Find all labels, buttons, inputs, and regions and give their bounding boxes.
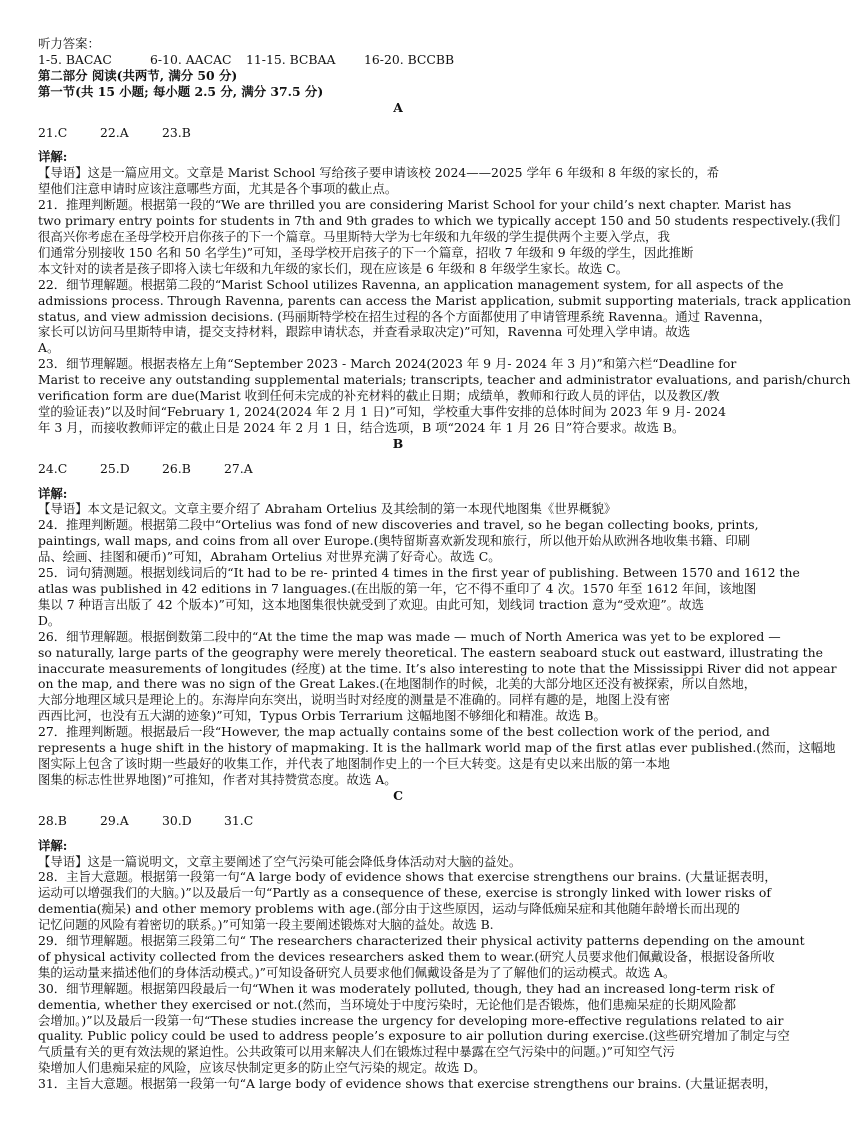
spacer — [38, 829, 758, 838]
explanation-line: 31．主旨大意题。根据第一段第一句“A large body of evidence shows that exercise strengthens our brains. (大量证据表明， — [38, 1076, 777, 1092]
answer-key: 30.D — [162, 812, 192, 828]
answer-key: 28.B — [38, 812, 67, 828]
answer-key: 31.C — [224, 812, 254, 828]
passage-letter: C — [393, 787, 403, 803]
explanation-line: 29．细节理解题。根据第三段第二句“ The researchers characterized their physical activity patterns depending on the amount — [38, 933, 805, 949]
explanation-line: 记忆问题的风险有着密切的联系。)”可知第一段主要阐述锻炼对大脑的益处。故选 B. — [38, 917, 494, 933]
explanation-line: 会增加。)”以及最后一段第一句“These studies increase the urgency for developing more-effective regulations related to air — [38, 1012, 784, 1028]
explanation-line: A。 — [38, 340, 60, 356]
passages — [38, 99, 851, 1092]
explanation-line: 28．主旨大意题。根据第一段第一句“A large body of evidence shows that exercise strengthens our brains. (大量证据表明， — [38, 869, 777, 885]
explanation-line: 集的运动量来描述他们的身体活动模式。)”可知设备研究人员要求他们佩戴设备是为了了解他们的运动模式。故选 A。 — [38, 964, 676, 980]
explanation-line: 30．细节理解题。根据第四段最后一句“When it was moderately polluted, though, they had an increased long-term risk of — [38, 980, 775, 996]
listening-answer-1-5: 1-5. BACAC — [38, 51, 112, 67]
explanation-line: 图实际上包含了该时期一些最好的收集工作，并代表了地图制作史上的一个巨大转变。这是有史以来出版的第一本地 — [38, 755, 670, 771]
explanation-line: 【导语】这是一篇说明文，文章主要阐述了空气污染可能会降低身体活动对大脑的益处。 — [38, 853, 522, 869]
explanation-line: 染增加人们患痴呆症的风险，应该尽快制定更多的防止空气污染的规定。故选 D。 — [38, 1060, 486, 1076]
explanation-line: dementia, whether they exercised or not.(然而，当环境处于中度污染时，无论他们是否锻炼，他们患痴呆症的长期风险都 — [38, 996, 737, 1012]
explanation-line: D。 — [38, 612, 61, 628]
explanation-line: atlas was published in 42 editions in 7 languages.(在出版的第一年，它不得不重印了 4 次。1570 年至 1612 年间，该地图 — [38, 581, 757, 596]
listening-answer-6-10: 6-10. AACAC — [150, 51, 232, 67]
explanation-line: 图集的标志性世界地图)”可推知，作者对其持赞赏态度。故选 A。 — [38, 771, 397, 787]
passage-answers — [38, 461, 758, 477]
explanation-line: status, and view admission decisions. (玛丽斯特学校在招生过程的各个方面都使用了申请管理系统 Ravenna。通过 Ravenna， — [38, 308, 772, 324]
explanation-line: admissions process. Through Ravenna, parents can access the Marist application, submit supporting materials, track application — [38, 292, 851, 308]
answer-key: 21.C — [38, 124, 68, 140]
explanation-line: inaccurate measurements of longitudes (经度) at the time. It’s also interesting to note that the Mississippi River did not appear — [38, 660, 837, 676]
spacer — [38, 452, 758, 461]
explanation-line: of physical activity collected from the devices researchers asked them to wear.(研究人员要求他们佩戴设备，根据设备所收 — [38, 948, 775, 964]
part-two-heading: 第二部分 阅读(共两节, 满分 50 分) — [38, 67, 238, 83]
explanation-line: 【导语】本文是记叙文。文章主要介绍了 Abraham Ortelius 及其绘制的第一本现代地图集《世界概貌》 — [38, 501, 617, 517]
explanation-line: 本文针对的读者是孩子即将入读七年级和九年级的家长们，现在应该是 6 年级和 8 年级学生家长。故选 C。 — [38, 260, 629, 276]
passage-answers — [38, 125, 758, 141]
passage-b — [38, 435, 837, 788]
explanation-line: 望他们注意申请时应该注意哪些方面，尤其是各个事项的截止点。 — [38, 181, 398, 197]
explanation-line: paintings, wall maps, and coins from all over Europe.(奥特留斯喜欢新发现和旅行，所以他开始从欧洲各地收集书籍、印刷 — [38, 533, 751, 549]
passage-a — [38, 99, 851, 436]
listening-answer-11-15: 11-15. BCBAA — [246, 51, 336, 67]
passage-c — [38, 787, 805, 1092]
explain-label: 详解: — [38, 837, 68, 853]
explanation-line: 运动可以增强我们的大脑。)”以及最后一句“Partly as a consequence of these, exercise is strongly linked with lower risks of — [38, 885, 771, 901]
explanation-line: Marist to receive any outstanding supplemental materials; transcripts, teacher and administrator evaluations, and parish/church — [38, 372, 851, 388]
explanation-line: 气质量有关的更有效法规的紧迫性。公共政策可以用来解决人们在锻炼过程中暴露在空气污染中的问题。)”可知空气污 — [38, 1044, 675, 1060]
explanation-line: 23．细节理解题。根据表格左上角“September 2023 - March 2024(2023 年 9 月- 2024 年 3 月)”和第六栏“Deadline for — [38, 356, 737, 372]
spacer — [38, 804, 758, 813]
passage-answers — [38, 813, 758, 829]
explanation-line: 家长可以访问马里斯特申请，提交支持材料，跟踪申请状态，并查看录取决定)”可知，Ravenna 可处理入学申请。故选 — [38, 324, 691, 340]
explanation-line: 大部分地理区域只是理论上的。东海岸向东突出，说明当时对经度的测量是不准确的。同样有趣的是，地图上没有密 — [38, 692, 670, 708]
listening-answer-16-20: 16-20. BCCBB — [364, 51, 455, 67]
explanation-line: 27．推理判断题。根据最后一段“However, the map actually contains some of the best collection work of the period, and — [38, 724, 770, 740]
spacer — [38, 477, 758, 486]
explanation-line: 品、绘画、挂图和硬币)”可知，Abraham Ortelius 对世界充满了好奇心。故选 C。 — [38, 549, 501, 565]
explanation-line: verification form are due(Marist 收到任何未完成的补充材料的截止日期；成绩单，教师和行政人员的评估，以及教区/教 — [38, 388, 720, 404]
explanation-line: 西西比河，也没有五大湖的迹象)”可知，Typus Orbis Terrarium 这幅地图不够细化和精准。故选 B。 — [38, 708, 606, 724]
explanation-line: 25．词句猜测题。根据划线词后的“It had to be re- printed 4 times in the first year of publishing. Between 1570 and 1612 the — [38, 565, 800, 581]
explanation-line: 24．推理判断题。根据第二段中“Ortelius was fond of new discoveries and travel, so he began collecting books, prints, — [38, 517, 759, 533]
explanation-line: dementia(痴呆) and other memory problems with age.(部分由于这些原因，运动与降低痴呆症和其他随年龄增长而出现的 — [38, 901, 740, 917]
listening-label: 听力答案： — [38, 36, 100, 51]
section-one-heading: 第一节(共 15 小题; 每小题 2.5 分, 满分 37.5 分) — [38, 83, 324, 99]
answer-key: 29.A — [100, 812, 129, 828]
explanation-line: quality. Public policy could be used to address people’s exposure to air pollution during exercise.(这些研究增加了制定与空 — [38, 1028, 790, 1044]
passage-letter: A — [393, 99, 403, 115]
explanation-line: 很高兴你考虑在圣母学校开启你孩子的下一个篇章。马里斯特大学为七年级和九年级的学生提供两个主要入学点，我 — [38, 228, 670, 244]
explanation-line: so naturally, large parts of the geography were merely theoretical. The eastern seaboard stuck out eastward, illustrating the — [38, 644, 823, 660]
explanation-line: represents a huge shift in the history of mapmaking. It is the hallmark world map of the first atlas ever published.(然而，这幅地 — [38, 740, 836, 756]
answer-key: 26.B — [162, 460, 191, 476]
explain-label: 详解: — [38, 485, 68, 501]
listening-answers — [38, 52, 758, 68]
explain-label: 详解: — [38, 149, 68, 165]
explanation-line: 22．细节理解题。根据第二段的“Marist School utilizes Ravenna, an application management system, for all aspects of the — [38, 276, 784, 292]
explanation-line: 集以 7 种语言出版了 42 个版本)”可知，这本地图集很快就受到了欢迎。由此可知，划线词 traction 意为“受欢迎”。故选 — [38, 596, 704, 612]
explanation-line: 堂的验证表)”以及时间“February 1, 2024(2024 年 2 月 1 日)”可知，学校重大事件安排的总体时间为 2023 年 9 月- 2024 — [38, 403, 727, 419]
answer-key: 23.B — [162, 124, 191, 140]
answer-document — [38, 36, 851, 1092]
answer-key: 27.A — [224, 460, 253, 476]
explanation-line: 26．细节理解题。根据倒数第二段中的“At the time the map was made — much of North America was yet to be explored — — [38, 628, 781, 644]
passage-letter: B — [392, 435, 404, 451]
answer-key: 22.A — [100, 124, 129, 140]
explanation-line: two primary entry points for students in 7th and 9th grades to which we typically accept 150 and 50 students respectively.(我们 — [38, 213, 841, 229]
answer-key: 24.C — [38, 460, 68, 476]
explanation-line: 【导语】这是一篇应用文。文章是 Marist School 写给孩子要申请该校 2024——2025 学年 6 年级和 8 年级的家长的，希 — [38, 165, 720, 181]
explanation-line: 们通常分别接收 150 名和 50 名学生)”可知，圣母学校开启孩子的下一个篇章，招收 7 年级和 9 年级的学生，因此推断 — [38, 244, 694, 260]
explanation-line: on the map, and there was no sign of the Great Lakes.(在地图制作的时候，北美的大部分地区还没有被探索，所以自然地， — [38, 676, 757, 692]
spacer — [38, 116, 758, 125]
spacer — [38, 140, 758, 149]
explanation-line: 21．推理判断题。根据第一段的“We are thrilled you are considering Marist School for your child’s next chapter. Marist has — [38, 197, 792, 213]
explanation-line: 年 3 月，而接收教师评定的截止日是 2024 年 2 月 1 日，结合选项，B 项“2024 年 1 月 26 日”符合要求。故选 B。 — [38, 419, 685, 435]
answer-key: 25.D — [100, 460, 130, 476]
